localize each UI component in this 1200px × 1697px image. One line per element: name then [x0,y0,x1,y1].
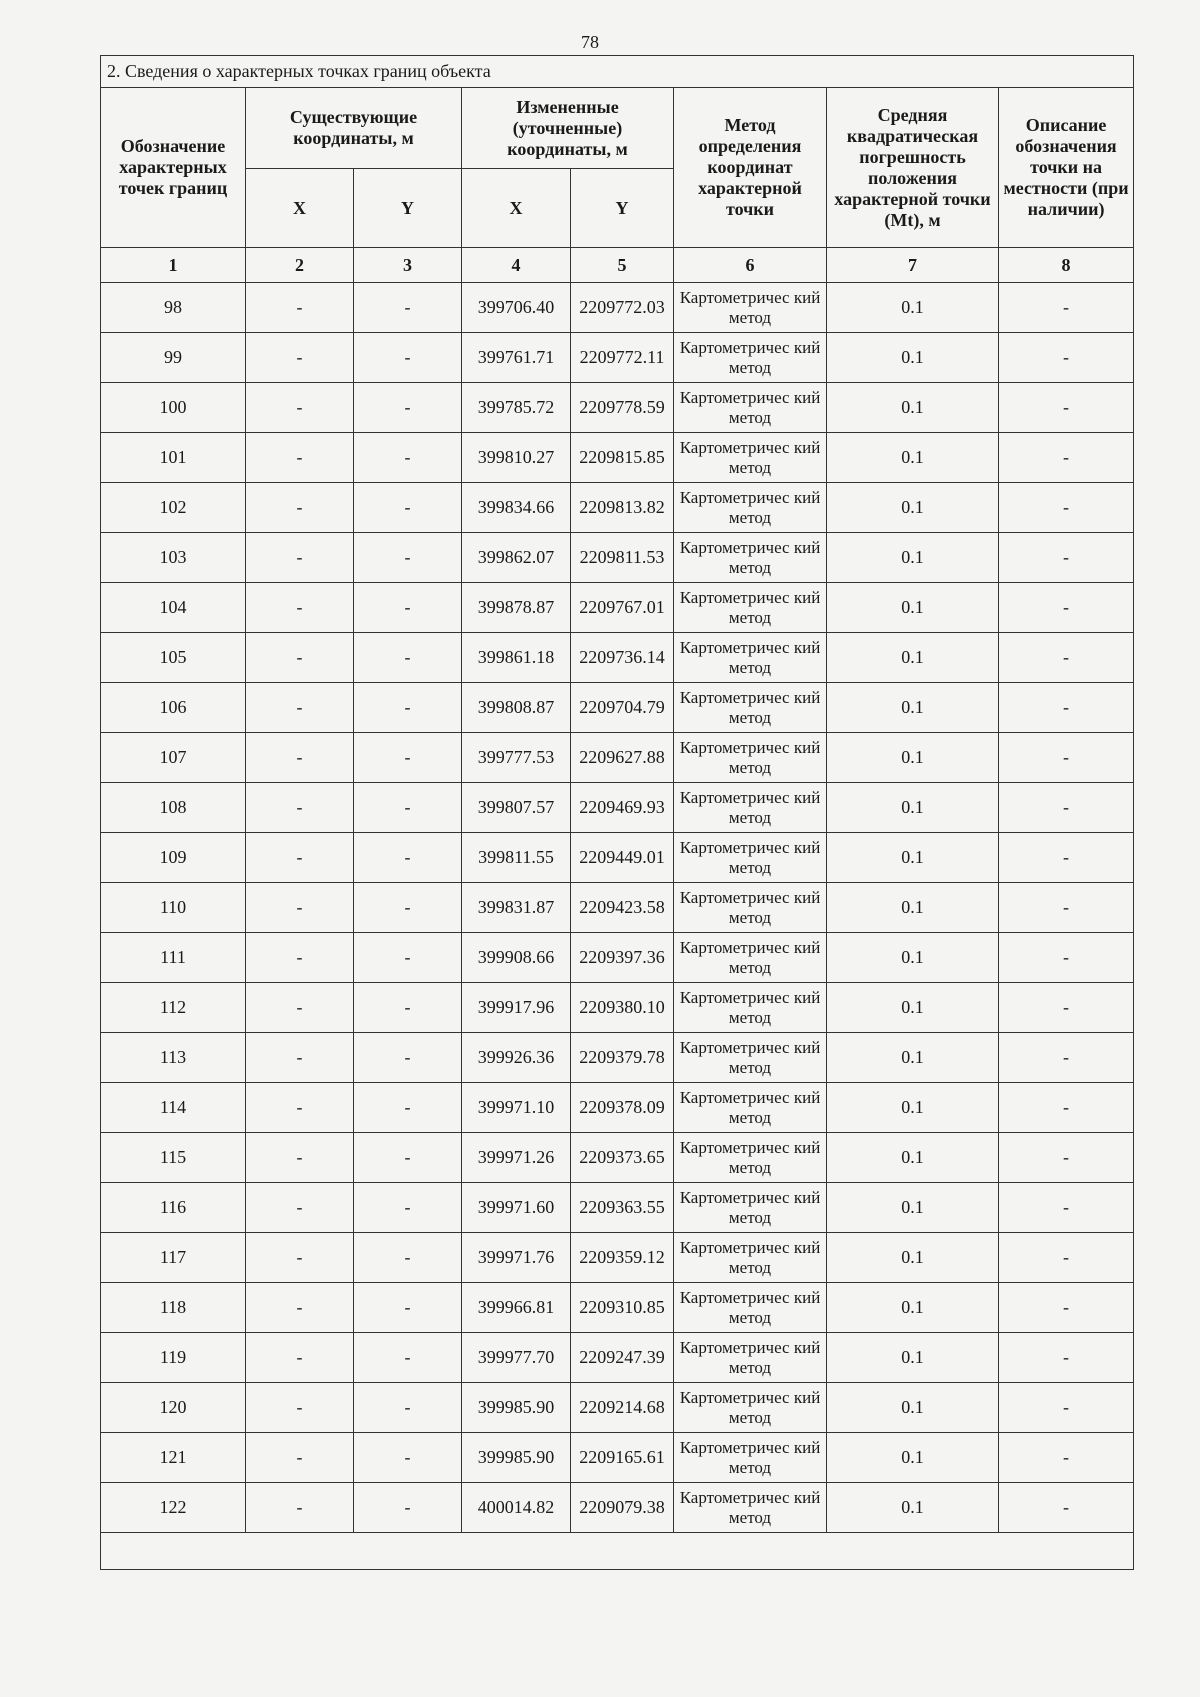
table-row [101,783,1134,833]
mean-square-error-cell: 0.1 [827,683,999,733]
changed-y-cell: 2209772.11 [571,333,674,383]
existing-y-cell: - [354,1383,462,1433]
changed-y-cell: 2209079.38 [571,1483,674,1533]
table-row [101,1233,1134,1283]
header-existing-x: X [246,169,354,248]
changed-x-cell: 399977.70 [462,1333,571,1383]
description-cell: - [999,1433,1134,1483]
existing-y-cell: - [354,483,462,533]
table-row [101,483,1134,533]
changed-x-cell: 399706.40 [462,283,571,333]
mean-square-error-cell: 0.1 [827,783,999,833]
point-designation-cell: 101 [101,433,246,483]
table-row [101,283,1134,333]
description-cell: - [999,833,1134,883]
method-cell: Картометричес кий метод [674,1133,827,1183]
changed-y-cell: 2209815.85 [571,433,674,483]
changed-y-cell: 2209397.36 [571,933,674,983]
description-cell: - [999,1183,1134,1233]
existing-y-cell: - [354,1433,462,1483]
description-cell: - [999,683,1134,733]
changed-y-cell: 2209363.55 [571,1183,674,1233]
header-changed-coordinates: Измененные (уточненные) координаты, м [462,88,674,169]
method-cell: Картометричес кий метод [674,283,827,333]
existing-x-cell: - [246,1033,354,1083]
point-designation-cell: 103 [101,533,246,583]
method-cell: Картометричес кий метод [674,1183,827,1233]
point-designation-cell: 108 [101,783,246,833]
changed-x-cell: 399811.55 [462,833,571,883]
changed-x-cell: 399785.72 [462,383,571,433]
existing-x-cell: - [246,433,354,483]
point-designation-cell: 119 [101,1333,246,1383]
column-number: 5 [571,248,674,283]
changed-x-cell: 399807.57 [462,783,571,833]
mean-square-error-cell: 0.1 [827,733,999,783]
existing-x-cell: - [246,883,354,933]
section-title: 2. Сведения о характерных точках границ объекта [101,56,1134,88]
table-body [101,283,1134,1533]
existing-x-cell: - [246,1133,354,1183]
point-designation-cell: 118 [101,1283,246,1333]
table-row [101,883,1134,933]
point-designation-cell: 100 [101,383,246,433]
table-row [101,1433,1134,1483]
table-row [101,333,1134,383]
mean-square-error-cell: 0.1 [827,833,999,883]
existing-y-cell: - [354,1233,462,1283]
point-designation-cell: 107 [101,733,246,783]
mean-square-error-cell: 0.1 [827,633,999,683]
changed-x-cell: 399834.66 [462,483,571,533]
header-changed-x: X [462,169,571,248]
changed-y-cell: 2209379.78 [571,1033,674,1083]
changed-x-cell: 399926.36 [462,1033,571,1083]
changed-y-cell: 2209310.85 [571,1283,674,1333]
method-cell: Картометричес кий метод [674,533,827,583]
existing-x-cell: - [246,833,354,883]
method-cell: Картометричес кий метод [674,1083,827,1133]
changed-y-cell: 2209373.65 [571,1133,674,1183]
table-row [101,1333,1134,1383]
point-designation-cell: 102 [101,483,246,533]
page-number: 78 [581,32,599,52]
header-method: Метод определения координат характерной точки [674,88,827,248]
changed-x-cell: 399861.18 [462,633,571,683]
column-number: 6 [674,248,827,283]
changed-x-cell: 399917.96 [462,983,571,1033]
existing-x-cell: - [246,1233,354,1283]
method-cell: Картометричес кий метод [674,683,827,733]
mean-square-error-cell: 0.1 [827,1133,999,1183]
mean-square-error-cell: 0.1 [827,1483,999,1533]
existing-y-cell: - [354,733,462,783]
table-row [101,933,1134,983]
point-designation-cell: 109 [101,833,246,883]
existing-y-cell: - [354,1483,462,1533]
table-row [101,1283,1134,1333]
existing-y-cell: - [354,833,462,883]
description-cell: - [999,1383,1134,1433]
existing-x-cell: - [246,1383,354,1433]
point-designation-cell: 114 [101,1083,246,1133]
method-cell: Картометричес кий метод [674,433,827,483]
description-cell: - [999,1033,1134,1083]
existing-y-cell: - [354,633,462,683]
existing-y-cell: - [354,1033,462,1083]
existing-x-cell: - [246,933,354,983]
description-cell: - [999,1333,1134,1383]
point-designation-cell: 122 [101,1483,246,1533]
mean-square-error-cell: 0.1 [827,933,999,983]
changed-y-cell: 2209811.53 [571,533,674,583]
table-row [101,383,1134,433]
existing-y-cell: - [354,583,462,633]
changed-x-cell: 399908.66 [462,933,571,983]
method-cell: Картометричес кий метод [674,1483,827,1533]
method-cell: Картометричес кий метод [674,1283,827,1333]
header-existing-coordinates: Существующие координаты, м [246,88,462,169]
characteristic-points-table [100,55,1134,1570]
table-row [101,1483,1134,1533]
description-cell: - [999,283,1134,333]
changed-x-cell: 399810.27 [462,433,571,483]
mean-square-error-cell: 0.1 [827,283,999,333]
changed-x-cell: 400014.82 [462,1483,571,1533]
mean-square-error-cell: 0.1 [827,1283,999,1333]
changed-y-cell: 2209449.01 [571,833,674,883]
table-row [101,1083,1134,1133]
changed-y-cell: 2209627.88 [571,733,674,783]
changed-x-cell: 399831.87 [462,883,571,933]
description-cell: - [999,533,1134,583]
description-cell: - [999,583,1134,633]
point-designation-cell: 106 [101,683,246,733]
existing-y-cell: - [354,433,462,483]
changed-y-cell: 2209423.58 [571,883,674,933]
changed-y-cell: 2209469.93 [571,783,674,833]
existing-x-cell: - [246,1283,354,1333]
existing-y-cell: - [354,283,462,333]
changed-y-cell: 2209778.59 [571,383,674,433]
mean-square-error-cell: 0.1 [827,533,999,583]
description-cell: - [999,1283,1134,1333]
header-changed-y: Y [571,169,674,248]
existing-x-cell: - [246,683,354,733]
description-cell: - [999,933,1134,983]
changed-y-cell: 2209736.14 [571,633,674,683]
column-number: 4 [462,248,571,283]
point-designation-cell: 111 [101,933,246,983]
existing-x-cell: - [246,1333,354,1383]
existing-x-cell: - [246,483,354,533]
description-cell: - [999,1483,1134,1533]
changed-y-cell: 2209380.10 [571,983,674,1033]
header-existing-y: Y [354,169,462,248]
changed-x-cell: 399985.90 [462,1433,571,1483]
table-row [101,1383,1134,1433]
changed-y-cell: 2209214.68 [571,1383,674,1433]
description-cell: - [999,1083,1134,1133]
mean-square-error-cell: 0.1 [827,1383,999,1433]
existing-y-cell: - [354,683,462,733]
method-cell: Картометричес кий метод [674,1383,827,1433]
existing-y-cell: - [354,1083,462,1133]
description-cell: - [999,383,1134,433]
table-row [101,833,1134,883]
table-row [101,1183,1134,1233]
existing-y-cell: - [354,383,462,433]
point-designation-cell: 115 [101,1133,246,1183]
description-cell: - [999,1133,1134,1183]
changed-y-cell: 2209165.61 [571,1433,674,1483]
changed-x-cell: 399971.26 [462,1133,571,1183]
mean-square-error-cell: 0.1 [827,1183,999,1233]
description-cell: - [999,433,1134,483]
existing-y-cell: - [354,933,462,983]
column-number: 7 [827,248,999,283]
existing-x-cell: - [246,1083,354,1133]
method-cell: Картометричес кий метод [674,1233,827,1283]
existing-x-cell: - [246,533,354,583]
changed-x-cell: 399971.60 [462,1183,571,1233]
table-row [101,1133,1134,1183]
changed-y-cell: 2209704.79 [571,683,674,733]
existing-x-cell: - [246,633,354,683]
existing-x-cell: - [246,283,354,333]
existing-x-cell: - [246,733,354,783]
mean-square-error-cell: 0.1 [827,983,999,1033]
table-row [101,433,1134,483]
mean-square-error-cell: 0.1 [827,483,999,533]
existing-y-cell: - [354,1283,462,1333]
table-row [101,1033,1134,1083]
table-row [101,533,1134,583]
changed-y-cell: 2209359.12 [571,1233,674,1283]
method-cell: Картометричес кий метод [674,1433,827,1483]
changed-x-cell: 399862.07 [462,533,571,583]
empty-footer-row [101,1533,1134,1570]
mean-square-error-cell: 0.1 [827,1083,999,1133]
method-cell: Картометричес кий метод [674,933,827,983]
changed-y-cell: 2209813.82 [571,483,674,533]
method-cell: Картометричес кий метод [674,783,827,833]
existing-y-cell: - [354,883,462,933]
point-designation-cell: 112 [101,983,246,1033]
existing-y-cell: - [354,333,462,383]
changed-y-cell: 2209772.03 [571,283,674,333]
mean-square-error-cell: 0.1 [827,383,999,433]
method-cell: Картометричес кий метод [674,483,827,533]
mean-square-error-cell: 0.1 [827,1033,999,1083]
changed-x-cell: 399777.53 [462,733,571,783]
changed-x-cell: 399808.87 [462,683,571,733]
changed-x-cell: 399971.10 [462,1083,571,1133]
changed-x-cell: 399985.90 [462,1383,571,1433]
point-designation-cell: 105 [101,633,246,683]
existing-x-cell: - [246,783,354,833]
changed-y-cell: 2209378.09 [571,1083,674,1133]
table-row [101,733,1134,783]
description-cell: - [999,483,1134,533]
mean-square-error-cell: 0.1 [827,1433,999,1483]
method-cell: Картометричес кий метод [674,833,827,883]
column-number: 1 [101,248,246,283]
mean-square-error-cell: 0.1 [827,883,999,933]
existing-x-cell: - [246,1483,354,1533]
mean-square-error-cell: 0.1 [827,1233,999,1283]
method-cell: Картометричес кий метод [674,583,827,633]
existing-y-cell: - [354,1183,462,1233]
table-row [101,983,1134,1033]
column-number: 2 [246,248,354,283]
description-cell: - [999,333,1134,383]
existing-y-cell: - [354,533,462,583]
point-designation-cell: 110 [101,883,246,933]
description-cell: - [999,733,1134,783]
table-head [101,56,1134,283]
changed-y-cell: 2209767.01 [571,583,674,633]
point-designation-cell: 120 [101,1383,246,1433]
column-number: 8 [999,248,1134,283]
existing-x-cell: - [246,383,354,433]
table-row [101,633,1134,683]
mean-square-error-cell: 0.1 [827,583,999,633]
header-description: Описание обозначения точки на местности (при наличии) [999,88,1134,248]
table-row [101,683,1134,733]
changed-x-cell: 399878.87 [462,583,571,633]
existing-y-cell: - [354,1333,462,1383]
description-cell: - [999,883,1134,933]
description-cell: - [999,633,1134,683]
description-cell: - [999,783,1134,833]
description-cell: - [999,1233,1134,1283]
changed-x-cell: 399971.76 [462,1233,571,1283]
point-designation-cell: 116 [101,1183,246,1233]
method-cell: Картометричес кий метод [674,883,827,933]
existing-y-cell: - [354,783,462,833]
method-cell: Картометричес кий метод [674,1033,827,1083]
changed-x-cell: 399761.71 [462,333,571,383]
existing-x-cell: - [246,333,354,383]
existing-x-cell: - [246,583,354,633]
existing-x-cell: - [246,1433,354,1483]
method-cell: Картометричес кий метод [674,983,827,1033]
mean-square-error-cell: 0.1 [827,433,999,483]
header-mean-square-error: Средняя квадратическая погрешность положения характерной точки (Mt), м [827,88,999,248]
existing-x-cell: - [246,983,354,1033]
method-cell: Картометричес кий метод [674,733,827,783]
description-cell: - [999,983,1134,1033]
existing-y-cell: - [354,983,462,1033]
header-designation: Обозначение характерных точек границ [101,88,246,248]
point-designation-cell: 121 [101,1433,246,1483]
method-cell: Картометричес кий метод [674,1333,827,1383]
point-designation-cell: 98 [101,283,246,333]
table-footer [101,1533,1134,1570]
existing-x-cell: - [246,1183,354,1233]
method-cell: Картометричес кий метод [674,383,827,433]
column-number: 3 [354,248,462,283]
changed-y-cell: 2209247.39 [571,1333,674,1383]
point-designation-cell: 99 [101,333,246,383]
method-cell: Картометричес кий метод [674,633,827,683]
mean-square-error-cell: 0.1 [827,1333,999,1383]
point-designation-cell: 104 [101,583,246,633]
existing-y-cell: - [354,1133,462,1183]
changed-x-cell: 399966.81 [462,1283,571,1333]
table-row [101,583,1134,633]
mean-square-error-cell: 0.1 [827,333,999,383]
method-cell: Картометричес кий метод [674,333,827,383]
point-designation-cell: 113 [101,1033,246,1083]
point-designation-cell: 117 [101,1233,246,1283]
